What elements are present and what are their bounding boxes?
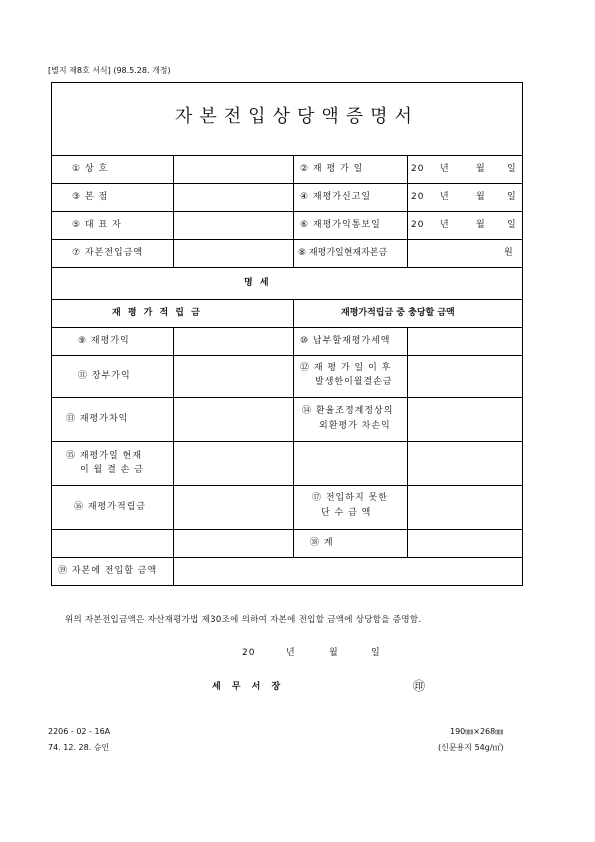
cert-date-year: 20 — [242, 648, 256, 658]
rule-row-4 — [51, 267, 523, 268]
label-revaluation-notice-date: ⑥ 재평가익통보일 — [300, 220, 381, 230]
report-date-year-unit: 년 — [440, 192, 450, 202]
label-company-name: ① 상 호 — [72, 164, 109, 174]
notice-date-year: 20 — [411, 220, 425, 230]
revaluation-date-year-unit: 년 — [440, 164, 450, 174]
rule-detail-1 — [51, 355, 523, 356]
notice-date-day-unit: 일 — [507, 220, 517, 230]
form-header-note: [별지 제8호 서식] (98.5.28. 개정) — [48, 66, 171, 75]
label-deficit-after-revaluation-1: ⑫ 재 평 가 일 이 후 — [300, 363, 392, 373]
rule-title-bottom — [51, 155, 523, 156]
revaluation-date-day-unit: 일 — [507, 164, 517, 174]
col-rule-top-c — [407, 155, 408, 267]
label-deficit-after-revaluation-2: 발생한이월결손금 — [315, 377, 393, 387]
report-date-day-unit: 일 — [507, 192, 517, 202]
seal-mark: ㊞ — [413, 679, 426, 693]
rule-detail-4 — [51, 485, 523, 486]
rule-detail-3 — [51, 441, 523, 442]
rule-detail-header — [51, 327, 523, 328]
cert-date-month-unit: 월 — [329, 648, 339, 658]
footer-paper-size: 190㎜×268㎜ — [450, 727, 504, 736]
form-title: 자본전입상당액증명서 — [175, 106, 419, 127]
label-revaluation-reserve: ⑯ 재평가적립금 — [74, 502, 147, 512]
detail-header-allocation: 재평가적립금 중 충당할 금액 — [341, 308, 455, 318]
label-revaluation-difference: ⑬ 재평가차익 — [66, 414, 129, 424]
label-amount-to-capital: ⑲ 자본에 전입할 금액 — [58, 566, 158, 576]
signer-title: 세 무 서 장 — [212, 682, 285, 692]
rule-section-title — [51, 299, 523, 300]
rule-row-3 — [51, 239, 523, 240]
label-revaluation-tax-payable: ⑩ 납부할재평가세액 — [300, 336, 391, 346]
rule-detail-5 — [51, 529, 523, 530]
label-untransferred-fraction-2: 단 수 금 액 — [321, 508, 372, 518]
col-rule-top-b — [293, 155, 294, 267]
footer-paper-type: (신문용지 54g/㎡) — [438, 743, 504, 752]
report-date-year: 20 — [411, 192, 425, 202]
notice-date-year-unit: 년 — [440, 220, 450, 230]
label-head-office: ③ 본 점 — [72, 192, 109, 202]
revaluation-date-year: 20 — [411, 164, 425, 174]
footer-form-number: 2206 - 02 - 16A — [48, 727, 111, 736]
certification-statement: 위의 자본전입금액은 자산재평가법 제30조에 의하여 자본에 전입할 금액에 상당함을 증명함. — [65, 615, 422, 625]
rule-row-2 — [51, 211, 523, 212]
section-title-details: 명 세 — [244, 278, 271, 288]
detail-header-reserve: 재 평 가 적 립 금 — [112, 308, 202, 318]
report-date-month-unit: 월 — [476, 192, 486, 202]
cert-date-day-unit: 일 — [371, 648, 381, 658]
label-revaluation-gain: ⑨ 재평가익 — [78, 336, 130, 346]
label-revaluation-report-date: ④ 재평가신고일 — [300, 192, 372, 202]
label-untransferred-fraction-1: ⑰ 전입하지 못한 — [312, 493, 388, 503]
label-book-gain: ⑪ 장부가익 — [78, 371, 131, 381]
label-representative: ⑤ 대 표 자 — [72, 220, 122, 230]
rule-detail-6 — [51, 557, 523, 558]
notice-date-month-unit: 월 — [476, 220, 486, 230]
capital-amount-unit: 원 — [504, 248, 514, 258]
rule-detail-2 — [51, 397, 523, 398]
revaluation-date-month-unit: 월 — [476, 164, 486, 174]
label-total: ⑱ 계 — [310, 538, 334, 548]
label-fx-adjustment-1: ⑭ 환율조정계정상의 — [302, 406, 394, 416]
label-fx-adjustment-2: 외환평가 차손익 — [319, 421, 391, 431]
label-revaluation-date: ② 재 평 가 일 — [300, 164, 364, 174]
label-capital-transfer-amount: ⑦ 자본전입금액 — [72, 248, 144, 258]
label-deficit-at-revaluation-2: 이 월 결 손 금 — [80, 465, 144, 475]
col-rule-detail-a — [173, 327, 174, 585]
rule-row-1 — [51, 183, 523, 184]
col-rule-top-a — [173, 155, 174, 267]
cert-date-year-unit: 년 — [286, 648, 296, 658]
label-capital-at-revaluation: ⑧ 재평가일현재자본금 — [298, 248, 388, 258]
col-rule-detail-c — [407, 327, 408, 557]
col-rule-detail-mid — [293, 299, 294, 557]
footer-approval-date: 74. 12. 28. 승인 — [48, 743, 110, 752]
label-deficit-at-revaluation-1: ⑮ 재평가일 현재 — [66, 451, 142, 461]
